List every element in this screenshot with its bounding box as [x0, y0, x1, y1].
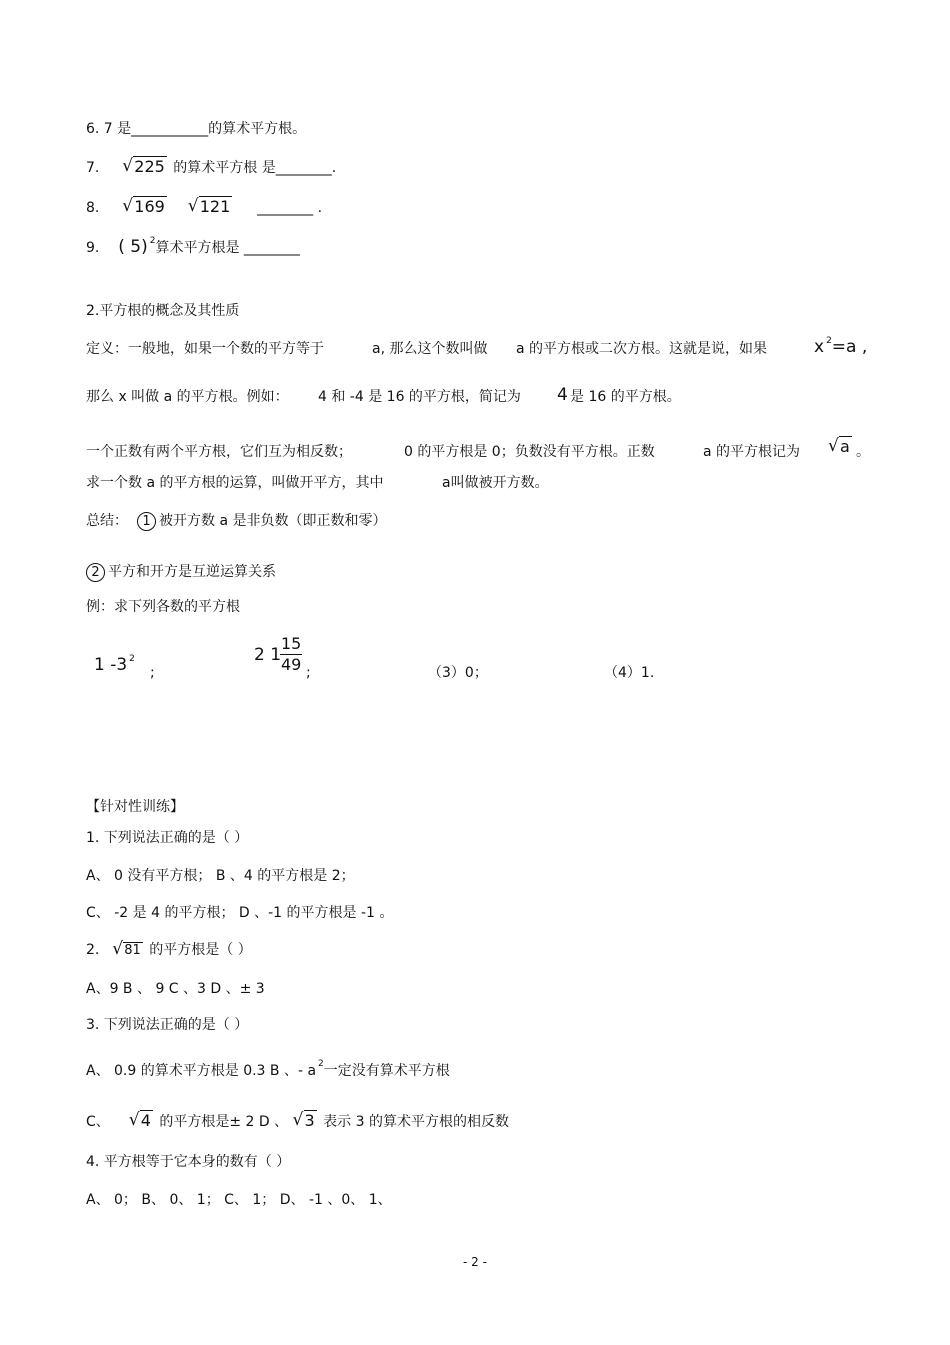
question-text: 算术平方根是 ________ [155, 240, 300, 256]
exponent: 2 [149, 236, 156, 246]
question-9 [86, 238, 300, 259]
definition-formula: x $^2$=a , [814, 336, 868, 357]
question-number: 9. [86, 240, 100, 256]
training-q2-options: A、9 B 、 9 C 、3 D 、± 3 [86, 981, 265, 997]
definition-c: a 的平方根或二次方根。这就是说，如果 [516, 341, 768, 357]
training-q1: 1. 下列说法正确的是（ ） [86, 830, 249, 846]
summary-2: 2 平方和开方是互逆运算关系 [86, 563, 276, 582]
example-3: （3）0； [428, 665, 488, 681]
definition-line2-b: 4 和 -4 是 16 的平方根，简记为 [318, 389, 521, 405]
property-line1-end: 。 [856, 444, 870, 460]
property-line2-a: 求一个数 a 的平方根的运算，叫做开平方，其中 [86, 475, 384, 491]
page-number: - 2 - [463, 1255, 487, 1269]
definition-b: a, 那么这个数叫做 [372, 341, 488, 357]
question-7 [86, 158, 336, 177]
sqrt-a: √ a [828, 436, 850, 456]
training-q3: 3. 下列说法正确的是（ ） [86, 1017, 249, 1033]
property-line1-a: 一个正数有两个平方根，它们互为相反数； [86, 444, 352, 460]
definition-line2-a: 那么 x 叫做 a 的平方根。例如： [86, 389, 289, 405]
section-title: 2.平方根的概念及其性质 [86, 303, 240, 319]
example-title: 例：求下列各数的平方根 [86, 599, 240, 615]
summary-1: 1 被开方数 a 是非负数（即正数和零） [137, 512, 386, 531]
training-q1-options-ab: A、 0 没有平方根； B 、4 的平方根是 2； [86, 868, 355, 884]
summary-label: 总结： [86, 513, 128, 529]
definition-line2-c: 4 [557, 385, 568, 405]
training-q4: 4. 平方根等于它本身的数有（ ） [86, 1154, 291, 1170]
sqrt-expression: √ 225 [122, 156, 165, 176]
property-line1-c: a 的平方根记为 [703, 444, 801, 460]
definition-a: 定义：一般地，如果一个数的平方等于 [86, 341, 324, 357]
example-2-fraction: $\frac{15}{49}$ [281, 634, 302, 674]
property-line1-b: 0 的平方根是 0；负数没有平方根。正数 [404, 444, 655, 460]
question-8 [86, 198, 322, 217]
example-2: 2 1 [254, 645, 282, 665]
example-4: （4）1. [604, 665, 655, 681]
training-q2: 2. √ 81 的平方根是（ ） [86, 939, 252, 959]
training-title: 【针对性训练】 [86, 799, 184, 815]
question-text: 的算术平方根 是________. [168, 160, 337, 176]
training-q1-options-cd: C、 -2 是 4 的平方根； D 、-1 的平方根是 -1 。 [86, 905, 394, 921]
sqrt-expression: √ 121 [187, 196, 231, 216]
training-q4-options: A、 0； B、 0、 1； C、 1； D、 -1 、0、 1、 [86, 1192, 392, 1208]
question-number: 7. [86, 160, 100, 176]
example-1: 1 -3 $^2$ [94, 654, 135, 675]
definition-line2-d: 是 16 的平方根。 [570, 389, 681, 405]
math-expression: ( 5) [118, 237, 148, 257]
circled-number: 1 [137, 512, 156, 531]
question-text: ________ . [257, 200, 323, 216]
example-1-end: ; [150, 665, 155, 681]
question-number: 8. [86, 200, 100, 216]
training-q3-options-ab: A、 0.9 的算术平方根是 0.3 B 、- a $^2$一定没有算术平方根 [86, 1059, 450, 1079]
property-line2-b: a叫做被开方数。 [442, 475, 549, 491]
example-2-end: ; [306, 665, 311, 681]
sqrt-expression: √ 169 [122, 196, 165, 216]
question-6: 6. 7 是___________的算术平方根。 [86, 121, 307, 137]
training-q3-options-cd: C、 √ 4 的平方根是± 2 D 、 √ 3 表示 3 的算术平方根的相反数 [86, 1110, 509, 1130]
circled-number: 2 [86, 563, 105, 582]
